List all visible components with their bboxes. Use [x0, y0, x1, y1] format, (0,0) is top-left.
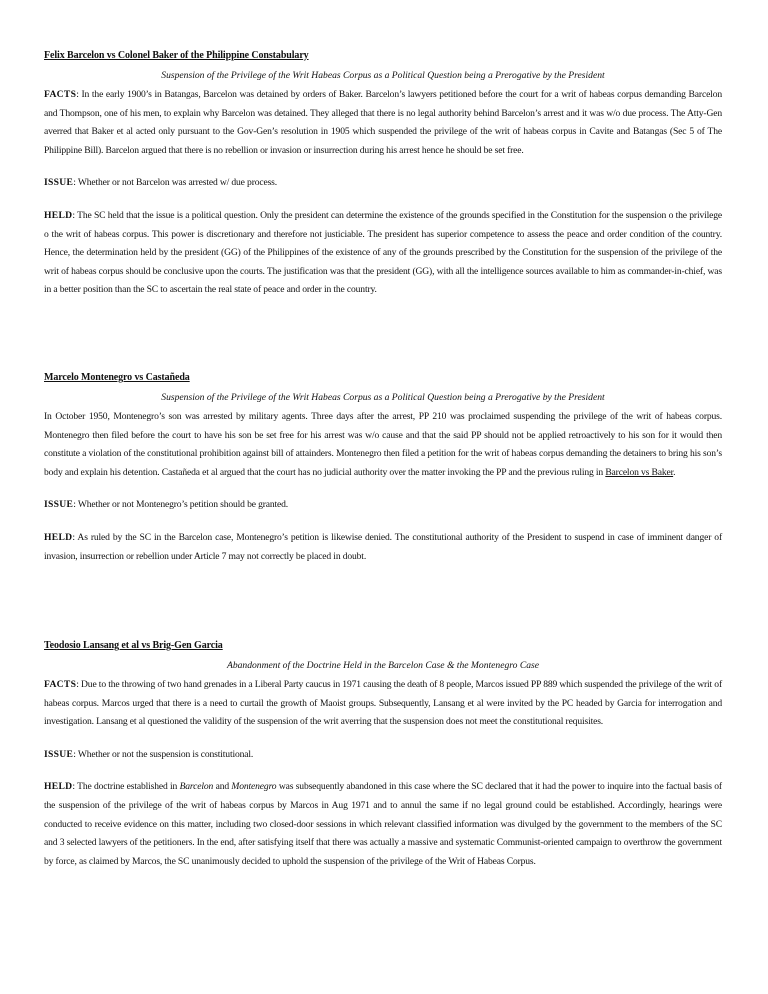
- held-label: HELD: [44, 209, 73, 221]
- held-text-and: and: [213, 781, 232, 793]
- case-subtitle: Suspension of the Privilege of the Writ Habeas Corpus as a Political Question being a Prerogative by the President: [161, 392, 605, 403]
- held-italic-barcelon: Barcelon: [179, 781, 214, 793]
- held-paragraph: [44, 778, 722, 871]
- facts-text: : Due to the throwing of two hand grenades in a Liberal Party caucus in 1971 causing the death of 8 people, Marcos issued PP 889 which suspended the privilege of the writ of habeas corpus. Marcos urged that there is a need to curtail the growth of Maoist groups. Subsequently, Lansang et al were invited by the PC headed by Garcia for interrogation and investigation. Lansang et al questioned the validity of the suspension of the writ averring that the suspension does not meet the constitutional requisites.: [44, 679, 722, 728]
- case-title: Felix Barcelon vs Colonel Baker of the Philippine Constabulary: [44, 50, 309, 61]
- facts-paragraph: [44, 86, 722, 160]
- held-paragraph: [44, 529, 722, 566]
- case-title: Teodosio Lansang et al vs Brig-Gen Garcia: [44, 640, 223, 651]
- facts-text: : In the early 1900’s in Batangas, Barcelon was detained by orders of Baker. Barcelon’s lawyers petitioned before the court for a writ of habeas corpus demanding Barcelon and Thompson, one of his men, to explain why Barcelon was detained. They alleged that there is no legal authority behind Barcelon’s arrest and it was w/o due process. The Atty-Gen averred that Baker et al acted only pursuant to the Gov-Gen’s resolution in 1905 which suspended the privilege of the writ of habeas corpus in Cavite and Batangas (Sec 5 of The Philippine Bill). Barcelon argued that there is no rebellion or invasion or insurrection during his arrest hence he should be set free.: [44, 89, 722, 156]
- case-lansang-vs-garcia: [44, 640, 722, 871]
- held-text-start: : The doctrine established in: [72, 781, 180, 793]
- case-reference-link: Barcelon vs Baker: [605, 466, 674, 478]
- issue-label: ISSUE: [44, 748, 74, 760]
- facts-paragraph: [44, 408, 722, 482]
- case-montenegro-vs-castaneda: [44, 372, 722, 566]
- held-text-rest: was subsequently abandoned in this case where the SC declared that it had the power to inquire into the factual basis of the suspension of the privilege of the writ of habeas corpus by Marcos in Aug 1971 and to annul the same if no legal ground could be established. Accordingly, hearings were conducted to receive evidence on this matter, including two closed-door sessions in which relevant classified information was divulged by the government to the members of the SC and 3 selected lawyers of the petitioners. In the end, after satisfying itself that there was actually a massive and systematic Communist-oriented campaign to overthrow the government by force, as claimed by Marcos, the SC unanimously decided to uphold the suspension of the privilege of the Writ of Habeas Corpus.: [44, 781, 722, 867]
- issue-text: : Whether or not Montenegro’s petition should be granted.: [73, 499, 289, 511]
- facts-paragraph: [44, 676, 722, 732]
- held-label: HELD: [44, 781, 73, 793]
- held-text: : As ruled by the SC in the Barcelon case, Montenegro’s petition is likewise denied. The constitutional authority of the President to suspend in case of imminent danger of invasion, insurrection or rebellion under Article 7 may not correctly be placed in doubt.: [44, 531, 722, 562]
- case-title: Marcelo Montenegro vs Castañeda: [44, 372, 190, 383]
- case-subtitle: Suspension of the Privilege of the Writ Habeas Corpus as a Political Question being a Prerogative by the President: [161, 70, 605, 81]
- facts-label: FACTS: [44, 89, 77, 100]
- held-paragraph: [44, 207, 722, 300]
- issue-paragraph: [44, 496, 722, 515]
- issue-text: : Whether or not Barcelon was arrested w/ due process.: [73, 177, 278, 189]
- facts-label: FACTS: [44, 679, 77, 690]
- issue-paragraph: [44, 174, 722, 193]
- issue-label: ISSUE: [44, 499, 74, 511]
- case-barcelon-vs-baker: [44, 50, 722, 300]
- issue-label: ISSUE: [44, 177, 74, 189]
- held-text: : The SC held that the issue is a political question. Only the president can determine the existence of the grounds specified in the Constitution for the suspension o the privilege o the writ of habeas corpus. This power is discretionary and therefore not justiciable. The president has superior competence to assess the peace and order condition of the country. Hence, the determination held by the president (GG) of the Philippines of the existence of any of the grounds prescribed by the Constitution for the suspension of the privilege of the writ of habeas corpus should be conclusive upon the courts. The justification was that the president (GG), with all the intelligence sources available to him as commander-in-chief, was in a better position than the SC to ascertain the real state of peace and order in the country.: [44, 209, 722, 296]
- facts-text-end: .: [673, 466, 676, 478]
- issue-paragraph: [44, 746, 722, 765]
- held-italic-montenegro: Montenegro: [231, 781, 277, 793]
- issue-text: : Whether or not the suspension is constitutional.: [73, 748, 254, 760]
- held-label: HELD: [44, 531, 73, 543]
- case-subtitle: Abandonment of the Doctrine Held in the Barcelon Case & the Montenegro Case: [226, 660, 540, 671]
- facts-text: In October 1950, Montenegro’s son was arrested by military agents. Three days after the arrest, PP 210 was proclaimed suspending the privilege of the writ of habeas corpus. Montenegro then filed before the court to have his son be set free for his arrest was w/o cause and that the said PP should not be applied retroactively to his son for it would then constitute a violation of the constitutional prohibition against bill of attainders. Montenegro then filed a petition for the writ of habeas corpus demanding the detainers to bring his son’s body and explain his detention. Castañeda et al argued that the court has no judicial authority over the matter invoking the PP and the previous ruling in: [44, 411, 722, 478]
